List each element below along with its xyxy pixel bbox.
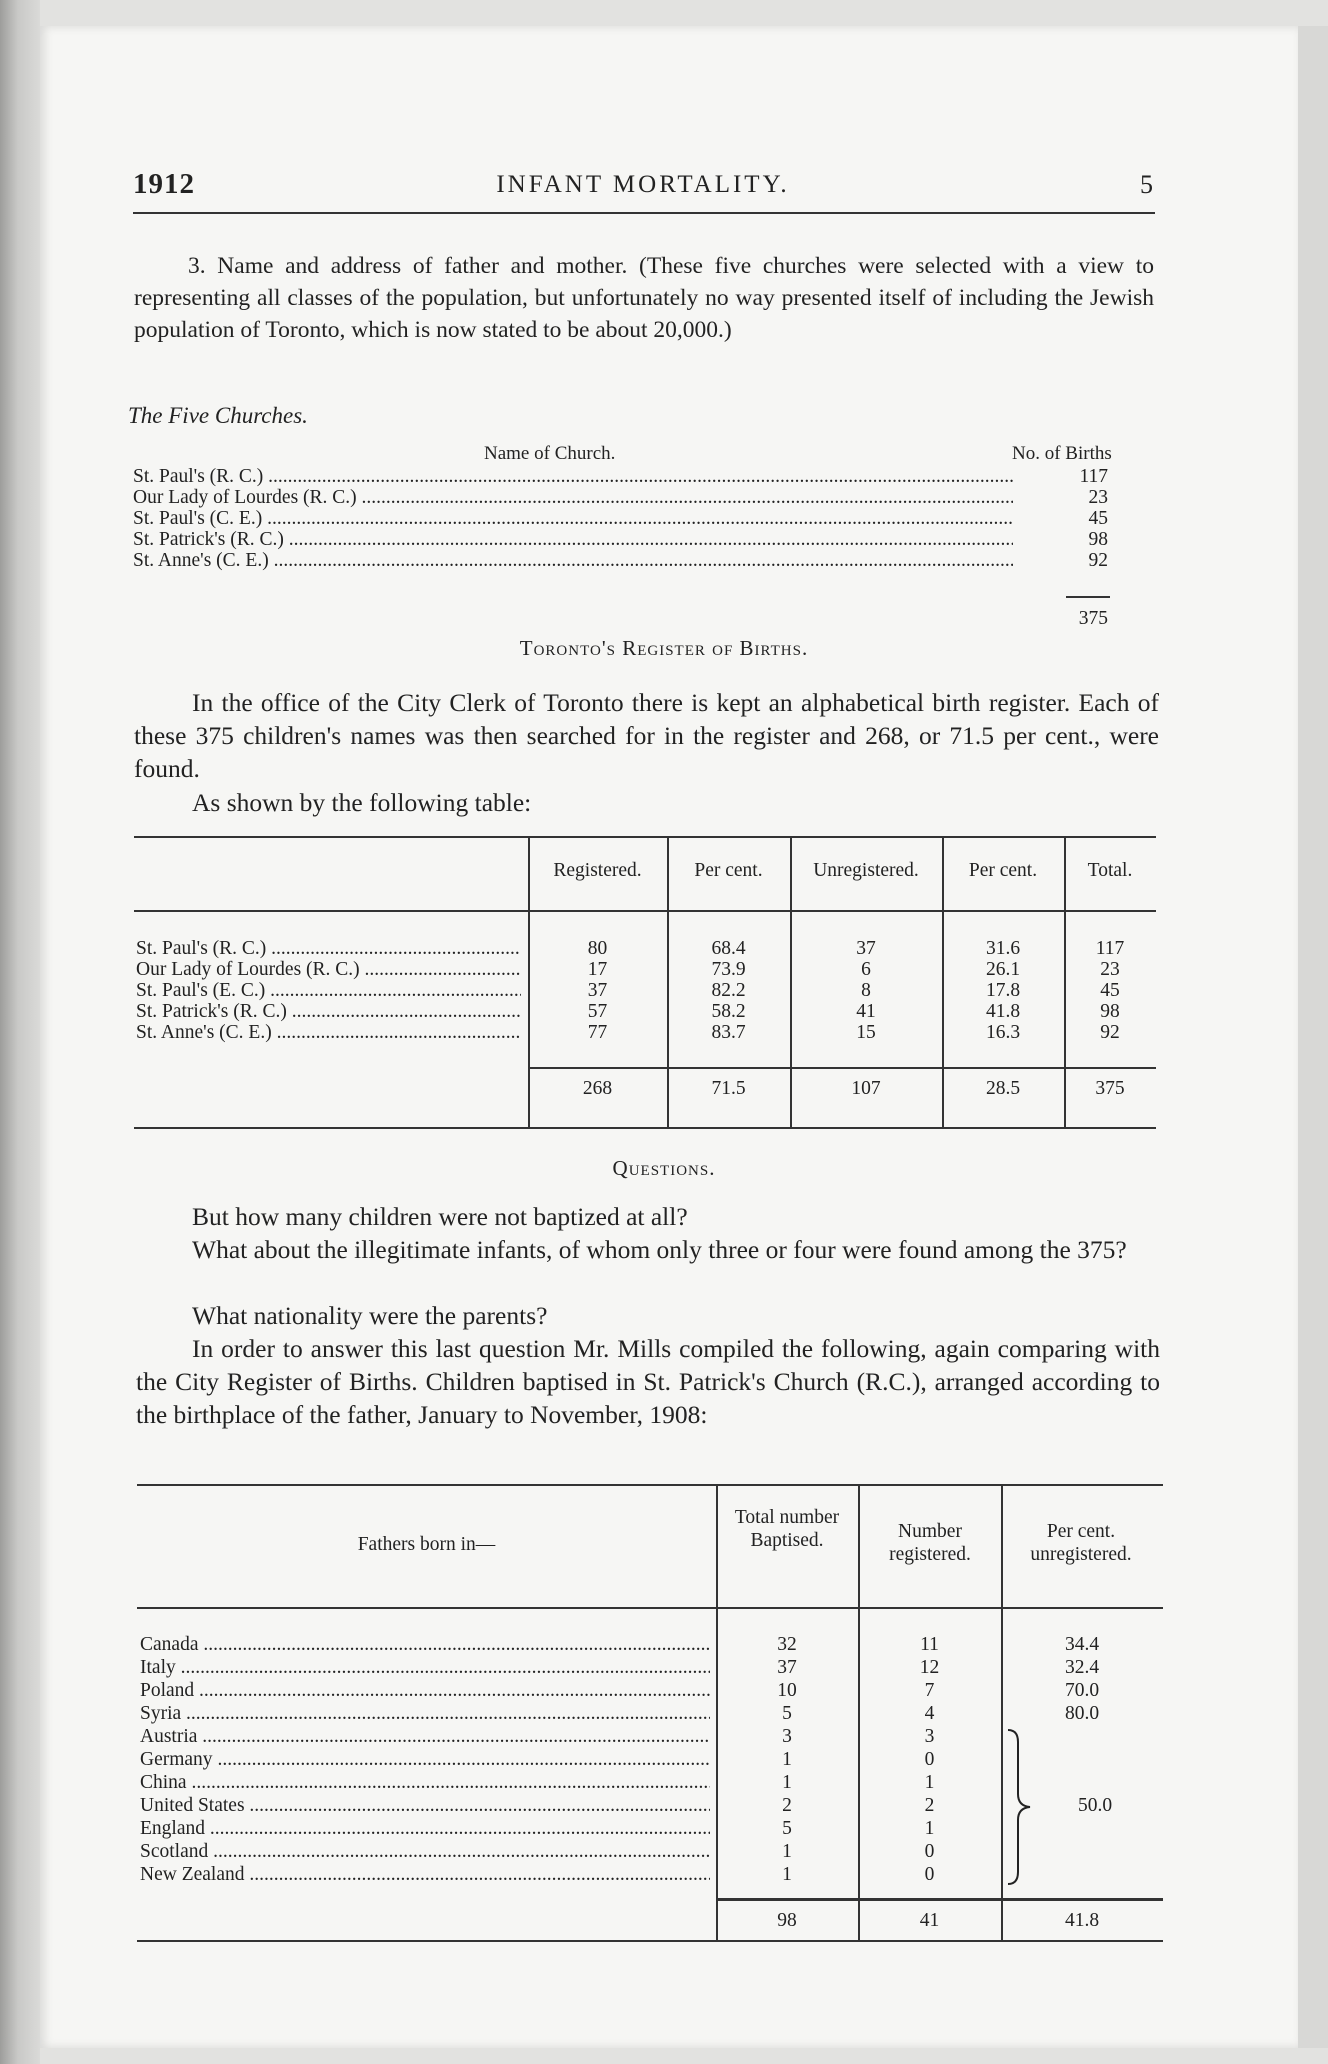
church-row: St. Paul's (C. E.) ..... <box>133 508 1013 529</box>
table-cell: 15 <box>856 1022 876 1043</box>
five-churches-caption: The Five Churches. <box>128 403 308 428</box>
fathers-top-rule <box>137 1484 1163 1486</box>
header-title: INFANT MORTALITY. <box>496 171 790 198</box>
table-cell: 41 <box>856 1001 876 1022</box>
fathers-cell: 37 <box>777 1657 797 1678</box>
table-cell: 16.3 <box>985 1022 1021 1043</box>
fathers-cell: 1 <box>782 1772 792 1793</box>
table-row-label: St. Patrick's (R. C.) ..... <box>136 1001 521 1022</box>
fathers-cell: 70.0 <box>1064 1680 1100 1701</box>
fathers-cell: 7 <box>924 1680 935 1701</box>
fathers-row-label: Syria ..... <box>140 1703 710 1724</box>
fathers-cell: 3 <box>924 1726 935 1747</box>
register-heading: Toronto's Register of Births. <box>519 636 809 660</box>
question-4: In order to answer this last question Mr. Mills compiled the following, again comparing with the City Register of Births. Children baptised in St. Patrick's Church (R.C.), arranged according to the birthplace of the father, January to November, 1908: <box>136 1334 1160 1429</box>
header-unregistered: Unregistered. <box>813 860 919 881</box>
table-cell: 37 <box>587 980 608 1001</box>
table-intro: As shown by the following table: <box>192 788 532 817</box>
fathers-cell: 3 <box>782 1726 792 1747</box>
fathers-cell: 2 <box>924 1795 935 1816</box>
fathers-cell: 1 <box>782 1749 792 1770</box>
fathers-bottom-rule <box>137 1940 1163 1942</box>
fathers-cell: 2 <box>782 1795 792 1816</box>
table-bottom-rule <box>134 1127 1156 1129</box>
fathers-row-label: Germany ..... <box>140 1749 710 1770</box>
table-cell: 45 <box>1100 980 1120 1001</box>
table-cell: 17.8 <box>985 980 1021 1001</box>
table-cell: 57 <box>587 1001 608 1022</box>
births-value: 23 <box>1088 487 1108 508</box>
header-total-baptised: Total number Baptised. <box>734 1507 840 1551</box>
header-year: 1912 <box>133 168 195 200</box>
table-cell: 17 <box>587 959 608 980</box>
grouped-pct: 50.0 <box>1077 1795 1113 1816</box>
fathers-cell: 32 <box>777 1634 797 1655</box>
question-3: What nationality were the parents? <box>192 1301 548 1330</box>
fathers-cell: 11 <box>920 1634 939 1655</box>
births-value: 98 <box>1088 529 1108 550</box>
table-cell: 6 <box>861 959 871 980</box>
church-row: St. Paul's (R. C.) ..... <box>133 466 1013 487</box>
header-percent-unreg: Per cent. <box>968 860 1038 881</box>
header-number-registered: Number registered. <box>889 1521 971 1565</box>
fathers-sum-rule <box>716 1898 1163 1901</box>
fathers-row-label: Austria ..... <box>140 1726 710 1747</box>
intro-paragraph: 3. Name and address of father and mother. (These five churches were selected with a view to representing all classes of the population, but unfortunately no way presented itself of including the Jewish population of Toronto, which is now stated to be about 20,000.) <box>134 253 1154 343</box>
fathers-row-label: Italy ..... <box>140 1657 710 1678</box>
births-value: 117 <box>1079 466 1108 487</box>
fathers-cell: 1 <box>924 1818 935 1839</box>
page-number: 5 <box>1140 170 1153 199</box>
table-header-rule <box>134 910 1156 912</box>
col-name-of-church: Name of Church. <box>484 443 616 464</box>
table-cell: 37 <box>856 938 876 959</box>
fathers-row-label: Canada ..... <box>140 1634 710 1655</box>
fathers-total: 41.8 <box>1064 1910 1100 1931</box>
table-cell: 26.1 <box>985 959 1021 980</box>
fathers-cell: 80.0 <box>1064 1703 1100 1724</box>
table-top-rule <box>134 836 1156 838</box>
scan-edge <box>0 0 40 2064</box>
fathers-cell: 5 <box>782 1703 792 1724</box>
table-cell: 73.9 <box>711 959 746 980</box>
fathers-cell: 5 <box>782 1818 792 1839</box>
births-total: 375 <box>1078 608 1108 629</box>
table-cell: 23 <box>1100 959 1120 980</box>
table-row-label: St. Paul's (R. C.) ..... <box>136 938 521 959</box>
fathers-cell: 1 <box>924 1772 935 1793</box>
table-cell: 82.2 <box>711 980 746 1001</box>
fathers-total: 41 <box>919 1910 940 1931</box>
table-cell: 92 <box>1100 1022 1120 1043</box>
grouping-brace <box>1004 1728 1034 1886</box>
questions-heading: Questions. <box>612 1156 716 1180</box>
col-no-of-births: No. of Births <box>1012 443 1112 464</box>
fathers-cell: 10 <box>777 1680 797 1701</box>
table-row-label: Our Lady of Lourdes (R. C.) ..... <box>136 959 521 980</box>
fathers-row-label: Scotland ..... <box>140 1841 710 1862</box>
table-cell: 117 <box>1095 938 1125 959</box>
fathers-header-rule <box>137 1607 1163 1609</box>
fathers-row-label: China ..... <box>140 1772 710 1793</box>
table-cell: 58.2 <box>711 1001 746 1022</box>
births-value: 45 <box>1088 508 1108 529</box>
header-rule <box>133 212 1155 214</box>
fathers-row-label: Poland ..... <box>140 1680 710 1701</box>
fathers-cell: 32.4 <box>1064 1657 1100 1678</box>
table-cell: 68.4 <box>711 938 746 959</box>
fathers-cell: 1 <box>782 1841 792 1862</box>
church-row: St. Anne's (C. E.) ..... <box>133 550 1013 571</box>
fathers-cell: 0 <box>924 1841 935 1862</box>
table-cell: 83.7 <box>711 1022 746 1043</box>
header-percent: Per cent. <box>694 860 763 881</box>
running-header <box>133 168 1153 208</box>
table-cell: 80 <box>587 938 608 959</box>
church-row: Our Lady of Lourdes (R. C.) ..... <box>133 487 1013 508</box>
question-2: What about the illegitimate infants, of whom only three or four were found among the 375? <box>192 1235 1127 1264</box>
question-1: But how many children were not baptized at all? <box>192 1202 688 1231</box>
header-pct-unregistered: Per cent. unregistered. <box>1030 1521 1132 1565</box>
births-value: 92 <box>1088 550 1108 571</box>
table-total: 107 <box>851 1078 881 1099</box>
register-paragraph: In the office of the City Clerk of Toronto there is kept an alphabetical birth register. Each of these 375 children's names was then searched for in the register and 268, or 71.5 per cent., were found. <box>134 688 1159 783</box>
table-total: 71.5 <box>711 1078 746 1099</box>
fathers-row-label: United States ..... <box>140 1795 710 1816</box>
fathers-cell: 34.4 <box>1064 1634 1100 1655</box>
table-row-label: St. Anne's (C. E.) ..... <box>136 1022 521 1043</box>
header-registered: Registered. <box>553 860 642 881</box>
table-total: 268 <box>582 1078 613 1099</box>
table-cell: 41.8 <box>985 1001 1021 1022</box>
table-cell: 77 <box>587 1022 608 1043</box>
scan-edge-right <box>1298 26 1328 2048</box>
table-total: 375 <box>1095 1078 1125 1099</box>
table-sum-rule <box>528 1067 1156 1069</box>
sum-rule <box>1066 596 1110 598</box>
fathers-cell: 0 <box>924 1749 935 1770</box>
table-total: 28.5 <box>985 1078 1021 1099</box>
fathers-cell: 12 <box>919 1657 940 1678</box>
fathers-row-label: England ..... <box>140 1818 710 1839</box>
table-row-label: St. Paul's (E. C.) ..... <box>136 980 521 1001</box>
fathers-total: 98 <box>777 1910 797 1931</box>
table-cell: 8 <box>861 980 871 1001</box>
header-fathers-born-in: Fathers born in— <box>357 1534 496 1555</box>
fathers-cell: 0 <box>924 1864 935 1885</box>
fathers-row-label: New Zealand ..... <box>140 1864 710 1885</box>
table-cell: 31.6 <box>985 938 1021 959</box>
church-row: St. Patrick's (R. C.) ..... <box>133 529 1013 550</box>
fathers-cell: 4 <box>924 1703 935 1724</box>
header-total: Total. <box>1087 860 1133 881</box>
fathers-cell: 1 <box>782 1864 792 1885</box>
table-cell: 98 <box>1100 1001 1120 1022</box>
